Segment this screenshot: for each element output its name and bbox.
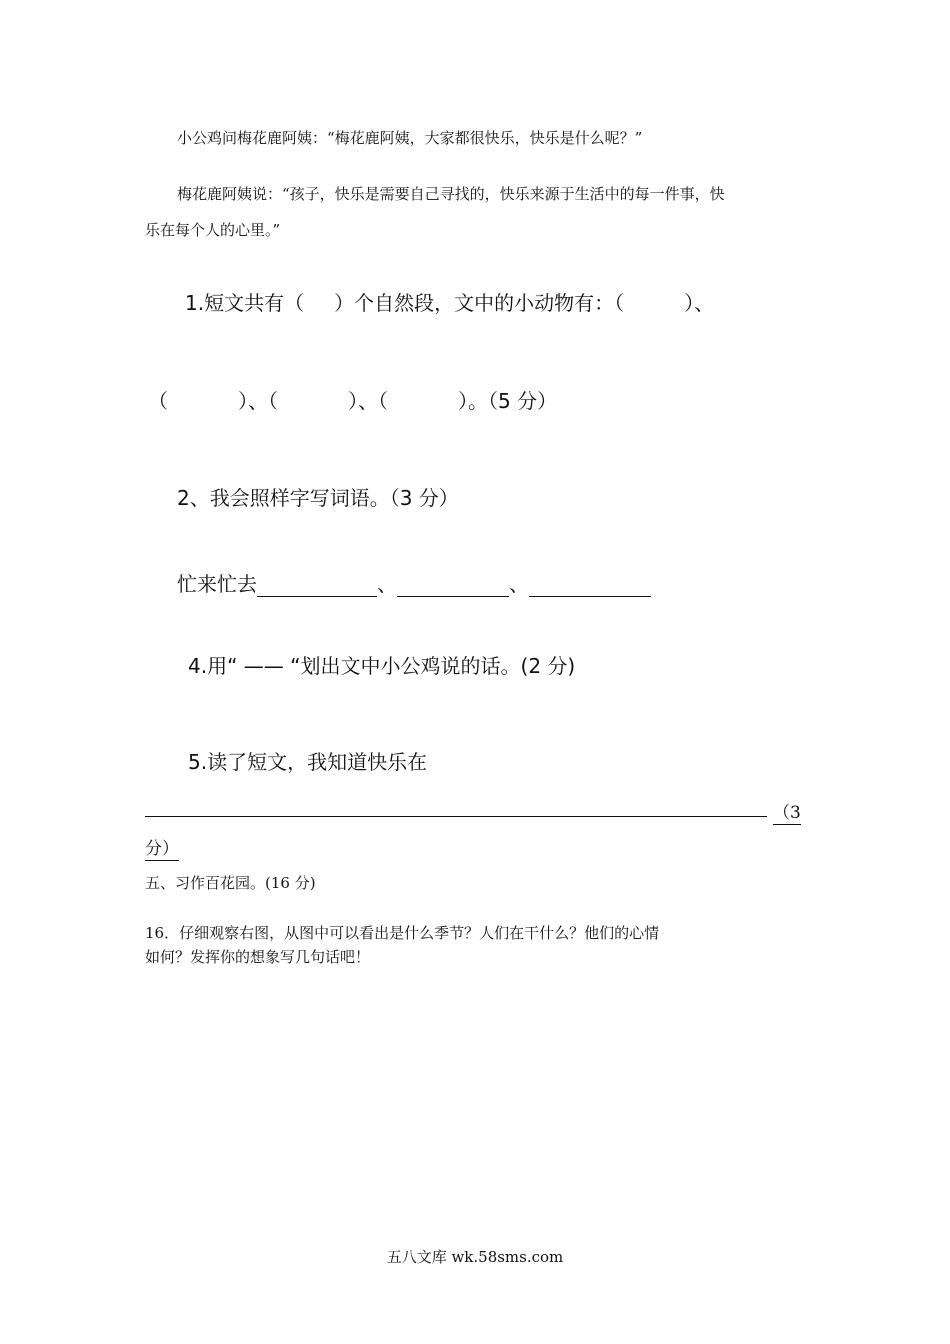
section-5-title: 五、习作百花园。(16 分) (145, 874, 316, 892)
question-1-text-c: ）、 (684, 291, 715, 315)
question-5-score-a: （3 (773, 798, 801, 825)
word-blank-1[interactable] (257, 576, 377, 597)
question-5-score-b: 分） (145, 834, 179, 861)
question-1-text-g: ）。（5 分） (458, 389, 558, 413)
word-blank-3[interactable] (529, 576, 651, 597)
question-2-answer-line (177, 568, 651, 597)
question-2-example: 忙来忙去 (177, 572, 257, 596)
question-2: 2、我会照样字写词语。（3 分） (177, 486, 459, 510)
question-1-text-d: （ (148, 389, 168, 413)
separator-2: 、 (509, 572, 529, 596)
question-1-text-e: ）、（ (238, 389, 278, 413)
story-paragraph-2-line-2: 乐在每个人的心里。” (145, 221, 281, 239)
question-1-text-f: ）、（ (348, 389, 388, 413)
footer-watermark: 五八文库 wk.58sms.com (386, 1248, 564, 1266)
question-1-text-a: 1.短文共有（ (185, 291, 305, 315)
question-16-line-2: 如何？发挥你的想象写几句话吧！ (145, 948, 371, 966)
question-1-text-b: ）个自然段，文中的小动物有：（ (334, 291, 625, 315)
story-paragraph-2-line-1: 梅花鹿阿姨说：“孩子，快乐是需要自己寻找的，快乐来源于生活中的每一件事，快 (177, 185, 725, 203)
question-4: 4.用“ —— “划出文中小公鸡说的话。(2 分) (188, 654, 576, 678)
story-paragraph-1: 小公鸡问梅花鹿阿姨：“梅花鹿阿姨，大家都很快乐，快乐是什么呢？” (177, 129, 643, 147)
question-5: 5.读了短文，我知道快乐在 (188, 750, 428, 774)
question-5-answer-line[interactable] (145, 816, 767, 817)
word-blank-2[interactable] (397, 576, 509, 597)
separator-1: 、 (377, 572, 397, 596)
question-1-line-2 (148, 385, 557, 414)
question-1-line-1 (185, 287, 714, 316)
question-16-line-1: 16．仔细观察右图，从图中可以看出是什么季节？人们在干什么？他们的心情 (145, 924, 660, 942)
